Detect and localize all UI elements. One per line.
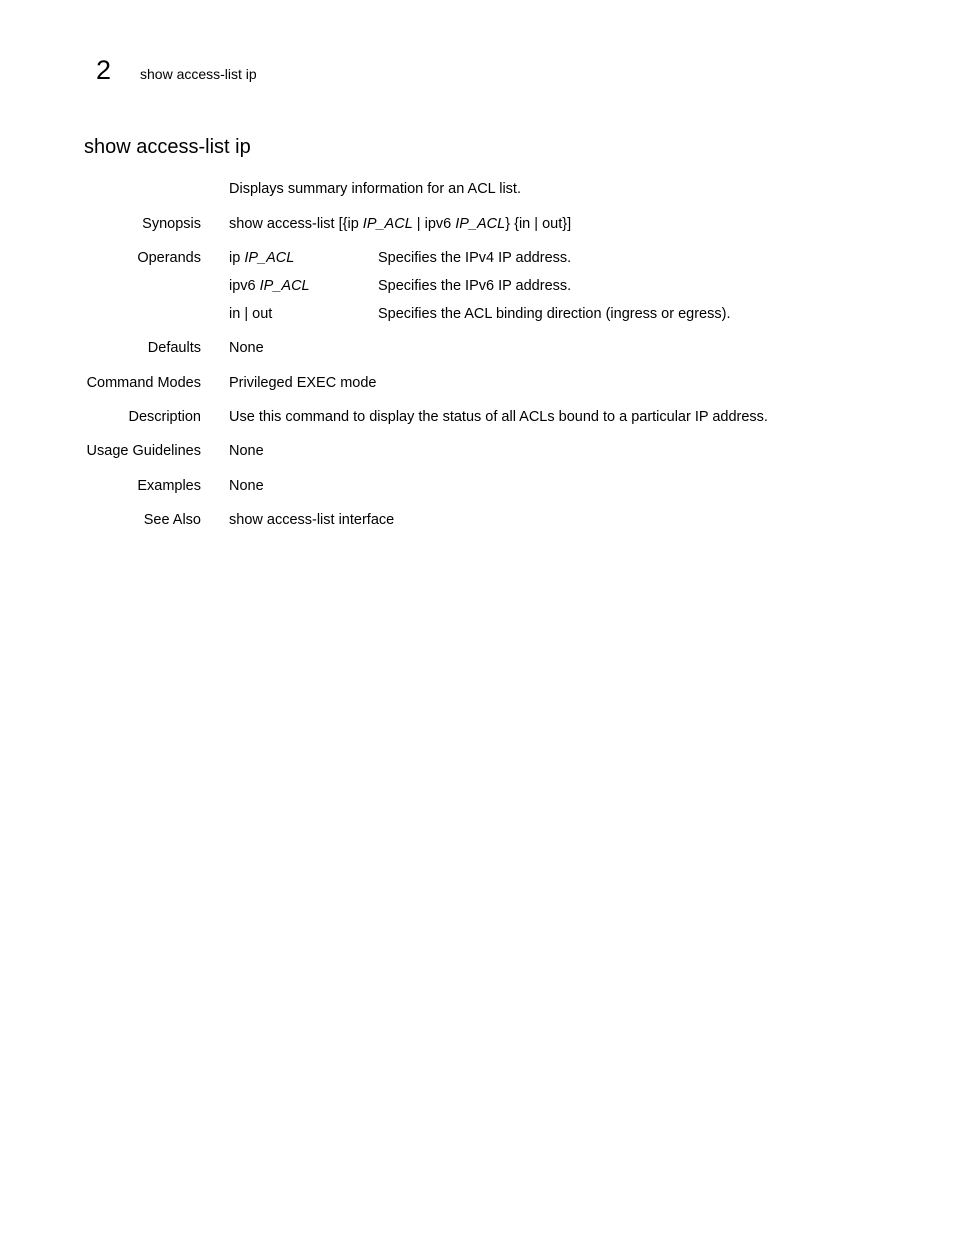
usage-guidelines-value: None <box>229 443 264 459</box>
usage-guidelines-label: Usage Guidelines <box>86 443 201 459</box>
operand-keyword: in <box>229 306 241 322</box>
synopsis-arg-ip: IP_ACL <box>362 216 413 232</box>
operand-argument: IP_ACL <box>244 250 295 266</box>
command-modes-label: Command Modes <box>86 375 201 391</box>
operand-description: Specifies the IPv4 IP address. <box>378 250 572 266</box>
defaults-label: Defaults <box>147 340 201 356</box>
operand-keyword: ipv6 <box>229 278 256 294</box>
running-header-title: show access-list ip <box>140 66 257 82</box>
operand-argument: IP_ACL <box>259 278 310 294</box>
chapter-number: 2 <box>96 55 112 85</box>
synopsis-kw-ipv6: ipv6 <box>424 216 452 232</box>
synopsis-close: }] <box>562 216 572 232</box>
operand-description: Specifies the ACL binding direction (ingress or egress). <box>378 306 731 322</box>
synopsis-arg-ipv6: IP_ACL <box>455 216 506 232</box>
synopsis-kw-out: out <box>542 216 563 232</box>
operands-label: Operands <box>137 250 201 266</box>
synopsis-sep2: | <box>530 216 543 232</box>
synopsis-label: Synopsis <box>142 216 201 232</box>
operand-description: Specifies the IPv6 IP address. <box>378 278 572 294</box>
synopsis-kw-in: in <box>518 216 531 232</box>
description-value: Use this command to display the status of all ACLs bound to a particular IP address. <box>229 409 768 425</box>
synopsis-open: [{ <box>334 216 348 232</box>
synopsis-mid: } { <box>505 216 519 232</box>
summary-text: Displays summary information for an ACL list. <box>229 181 521 197</box>
page-title: show access-list ip <box>84 136 251 158</box>
operand-keyword-2: out <box>252 306 273 322</box>
operand-term <box>229 249 294 267</box>
operand-term <box>229 305 272 323</box>
examples-value: None <box>229 478 264 494</box>
synopsis-sep1: | <box>412 216 425 232</box>
synopsis-command: show access-list <box>229 216 335 232</box>
defaults-value: None <box>229 340 264 356</box>
see-also-link[interactable]: show access-list interface <box>229 512 395 528</box>
operand-separator: | <box>240 306 253 322</box>
description-label: Description <box>128 409 201 425</box>
see-also-label: See Also <box>143 512 201 528</box>
operand-keyword: ip <box>229 250 241 266</box>
synopsis-kw-ip: ip <box>347 216 359 232</box>
examples-label: Examples <box>137 478 201 494</box>
command-modes-value: Privileged EXEC mode <box>229 375 377 391</box>
operand-term <box>229 277 310 295</box>
synopsis-text <box>229 215 571 233</box>
